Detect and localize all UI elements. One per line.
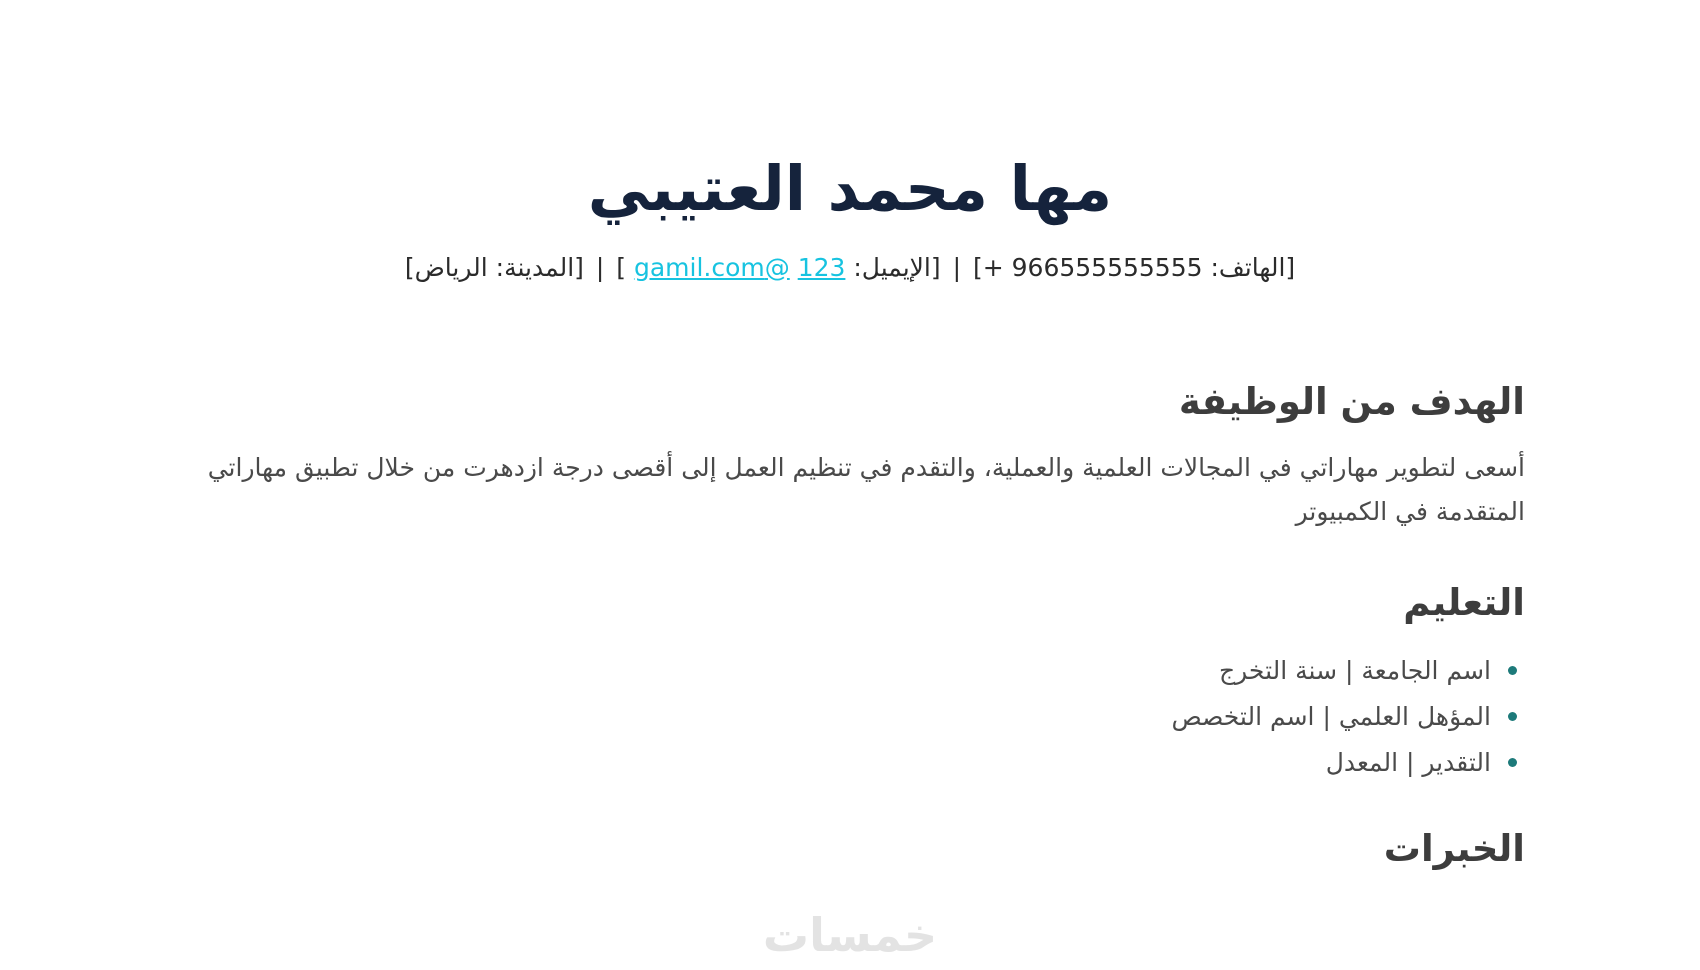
contact-email-label: [الإيميل: [853,252,941,282]
contact-email-domain-link[interactable]: @gamil.com [633,252,790,282]
list-item: المؤهل العلمي | اسم التخصص [175,694,1525,740]
section-title-education: التعليم [1403,581,1525,625]
list-item: التقدير | المعدل [175,740,1525,786]
contact-line [175,250,1525,285]
contact-email-number-link[interactable]: 123 [797,252,846,282]
contact-phone: [الهاتف: 966555555555 +] [972,252,1296,282]
education-list [175,648,1525,787]
contact-email-close: ] [616,252,626,282]
section-body-objective: أسعى لتطوير مهاراتي في المجالات العلمية والعملية، والتقدم في تنظيم العمل إلى أقصى درجة ازدهرت من خلال تطبيق مهاراتي المتقدمة في الكمبيوتر [207,452,1525,526]
section-title-objective: الهدف من الوظيفة [1178,379,1525,423]
candidate-name: مها محمد العتيبي [587,152,1113,225]
watermark-khamsat: خمسات [762,908,938,962]
list-item: اسم الجامعة | سنة التخرج [175,648,1525,694]
contact-separator-1: | [952,252,962,282]
contact-separator-2: | [595,252,605,282]
section-title-experience: الخبرات [1383,826,1525,870]
contact-city: [المدينة: الرياض] [404,252,584,282]
